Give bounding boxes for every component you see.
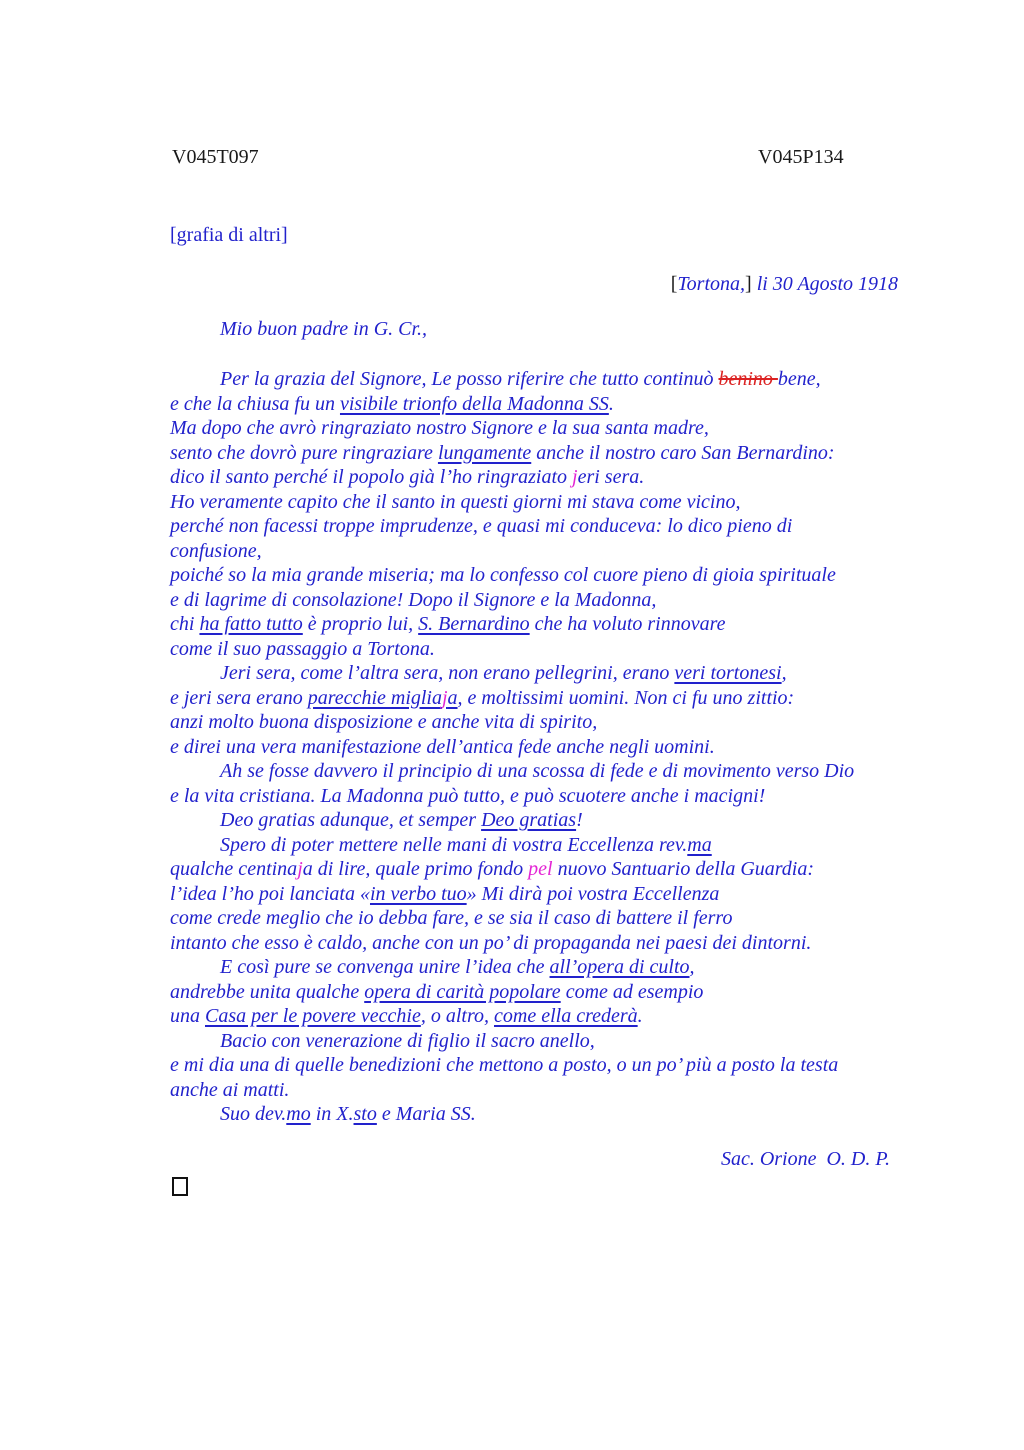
letter-line [170, 1053, 902, 1078]
text-segment: Deo gratias [481, 809, 577, 831]
letter-line [170, 465, 902, 490]
dateline [170, 273, 902, 296]
text-segment: , e moltissimi uomini. Non ci fu uno zittio: [457, 686, 795, 709]
text-segment: anzi molto buona disposizione e anche vita di spirito, [170, 711, 598, 733]
text-segment: . [637, 1005, 643, 1027]
text-segment: una [170, 1005, 205, 1027]
letter-line [170, 1102, 902, 1127]
letter-line [170, 784, 902, 809]
letter-line [170, 931, 902, 956]
letter-line [170, 661, 902, 686]
letter-line [170, 539, 902, 564]
text-segment: Spero di poter mettere nelle mani di vostra Eccellenza rev. [220, 833, 688, 856]
text-segment: anche ai matti. [170, 1078, 290, 1101]
text-segment: come il suo passaggio a Tortona. [170, 637, 435, 660]
letter-line [170, 490, 902, 515]
text-segment: e jeri sera erano [170, 686, 308, 709]
page-header [0, 0, 1024, 172]
text-segment: Per la grazia del Signore, Le posso riferire che tutto continuò [220, 368, 719, 390]
letter-line [170, 441, 902, 466]
letter-line [170, 833, 902, 858]
text-segment: Ah se fosse davvero il principio di una scossa di fede e di movimento verso Dio [220, 760, 855, 782]
text-segment: . [608, 392, 614, 415]
editorial-annotation: [grafia di altri] [170, 224, 288, 246]
text-segment: a [447, 686, 458, 709]
text-segment: Suo dev. [220, 1103, 287, 1125]
letter-line [170, 882, 902, 907]
text-segment: Deo gratias adunque, et semper [220, 809, 482, 831]
text-segment: dico il santo perché il popolo già l’ho ringraziato [170, 466, 573, 488]
text-segment: ma [687, 833, 712, 856]
text-segment: e direi una vera manifestazione dell’antica fede anche negli uomini. [170, 735, 715, 758]
text-segment: perché non facessi troppe imprudenze, e quasi mi conduceva: lo dico pieno di [170, 515, 793, 537]
footer-mark [172, 1177, 902, 1201]
text-segment: è proprio lui, [302, 613, 419, 635]
text-segment: e la vita cristiana. La Madonna può tutto, e può scuotere anche i macigni! [170, 784, 766, 807]
text-segment: l’idea l’ho poi lanciata « [170, 882, 370, 905]
letter-line [170, 980, 902, 1005]
letter-line [170, 637, 902, 662]
text-segment: come ella crederà [494, 1005, 638, 1027]
text-segment: confusione, [170, 539, 262, 562]
text-segment: ha fatto tutto [199, 613, 303, 635]
signature: Sac. Orione O. D. P. [720, 1147, 890, 1170]
text-segment: opera di carità popolare [364, 980, 561, 1003]
text-segment: nuovo Santuario della Guardia: [552, 858, 815, 880]
text-segment: , [781, 662, 787, 684]
letter-body [170, 367, 902, 1127]
text-segment: bene, [777, 368, 821, 390]
text-segment: all’opera di culto [549, 956, 690, 978]
archive-code-right: V045P134 [758, 146, 844, 168]
text-segment: anche il nostro caro San Bernardino: [531, 441, 835, 464]
text-segment: j [297, 858, 303, 880]
letter-line [170, 1004, 902, 1029]
letter-line [170, 857, 902, 882]
text-segment: come crede meglio che io debba fare, e se sia il caso di battere il ferro [170, 907, 733, 929]
letter-line [170, 514, 902, 539]
letter-line [170, 367, 902, 392]
text-segment: parecchie miglia [307, 686, 442, 709]
empty-square-icon [172, 1177, 188, 1196]
text-segment: ] [745, 273, 757, 295]
text-segment: , [689, 956, 695, 978]
letter-line [170, 759, 902, 784]
text-segment: veri tortonesi [674, 662, 782, 684]
text-segment: sento che dovrò pure ringraziare [170, 441, 438, 464]
text-segment: benino [718, 368, 778, 390]
text-segment: j [441, 686, 448, 709]
text-segment: , o altro, [420, 1005, 494, 1027]
text-segment: qualche centina [170, 858, 298, 880]
text-segment: e mi dia una di quelle benedizioni che mettono a posto, o un po’ più a posto la testa [170, 1054, 839, 1076]
letter-line [170, 955, 902, 980]
letter-line [170, 1029, 902, 1054]
letter-line [170, 392, 902, 417]
text-segment: S. Bernardino [418, 613, 530, 635]
text-segment: eri sera. [577, 466, 645, 488]
text-segment: e Maria SS. [376, 1103, 476, 1125]
letter-line [170, 710, 902, 735]
text-segment: a di lire, quale primo fondo [302, 858, 529, 880]
text-segment: visibile trionfo della Madonna SS [339, 392, 609, 415]
text-segment: intanto che esso è caldo, anche con un po’ di propaganda nei paesi dei dintorni. [170, 931, 812, 954]
text-segment: ! [576, 809, 583, 831]
text-segment: E così pure se convenga unire l’idea che [220, 956, 550, 978]
text-segment: che ha voluto rinnovare [529, 613, 726, 635]
text-segment: li 30 Agosto 1918 [756, 273, 898, 295]
text-segment: Casa per le povere vecchie [205, 1005, 421, 1027]
text-segment: chi [170, 613, 200, 635]
text-segment: Tortona, [677, 273, 746, 295]
text-segment: j [572, 466, 578, 488]
letter-line [170, 735, 902, 760]
letter-line [170, 906, 902, 931]
letter-content [170, 224, 902, 1201]
text-segment: pel [528, 858, 553, 880]
letter-line [170, 588, 902, 613]
salutation: Mio buon padre in G. Cr., [220, 318, 428, 340]
text-segment: in X. [310, 1103, 354, 1125]
text-segment: e che la chiusa fu un [170, 392, 340, 415]
text-segment: » Mi dirà poi vostra Eccellenza [466, 882, 720, 905]
letter-line [170, 416, 902, 441]
letter-line [170, 808, 902, 833]
text-segment: e di lagrime di consolazione! Dopo il Signore e la Madonna, [170, 588, 657, 611]
text-segment: in verbo tuo [369, 882, 467, 905]
text-segment: sto [353, 1103, 377, 1125]
text-segment: come ad esempio [560, 980, 704, 1003]
letter-line [170, 1078, 902, 1103]
text-segment: poiché so la mia grande miseria; ma lo confesso col cuore pieno di gioia spirituale [170, 564, 836, 586]
letter-line [170, 612, 902, 637]
text-segment: Ma dopo che avrò ringraziato nostro Signore e la sua santa madre, [170, 417, 709, 439]
text-segment: Bacio con venerazione di figlio il sacro anello, [220, 1029, 595, 1052]
archive-code-left: V045T097 [172, 146, 259, 168]
text-segment: [ [670, 273, 678, 295]
text-segment: andrebbe unita qualche [170, 980, 365, 1003]
letter-line [170, 563, 902, 588]
text-segment: lungamente [437, 441, 532, 464]
text-segment: mo [286, 1103, 311, 1125]
text-segment: Ho veramente capito che il santo in questi giorni mi stava come vicino, [170, 490, 741, 513]
text-segment: Jeri sera, come l’altra sera, non erano pellegrini, erano [220, 662, 675, 684]
letter-line [170, 686, 902, 711]
